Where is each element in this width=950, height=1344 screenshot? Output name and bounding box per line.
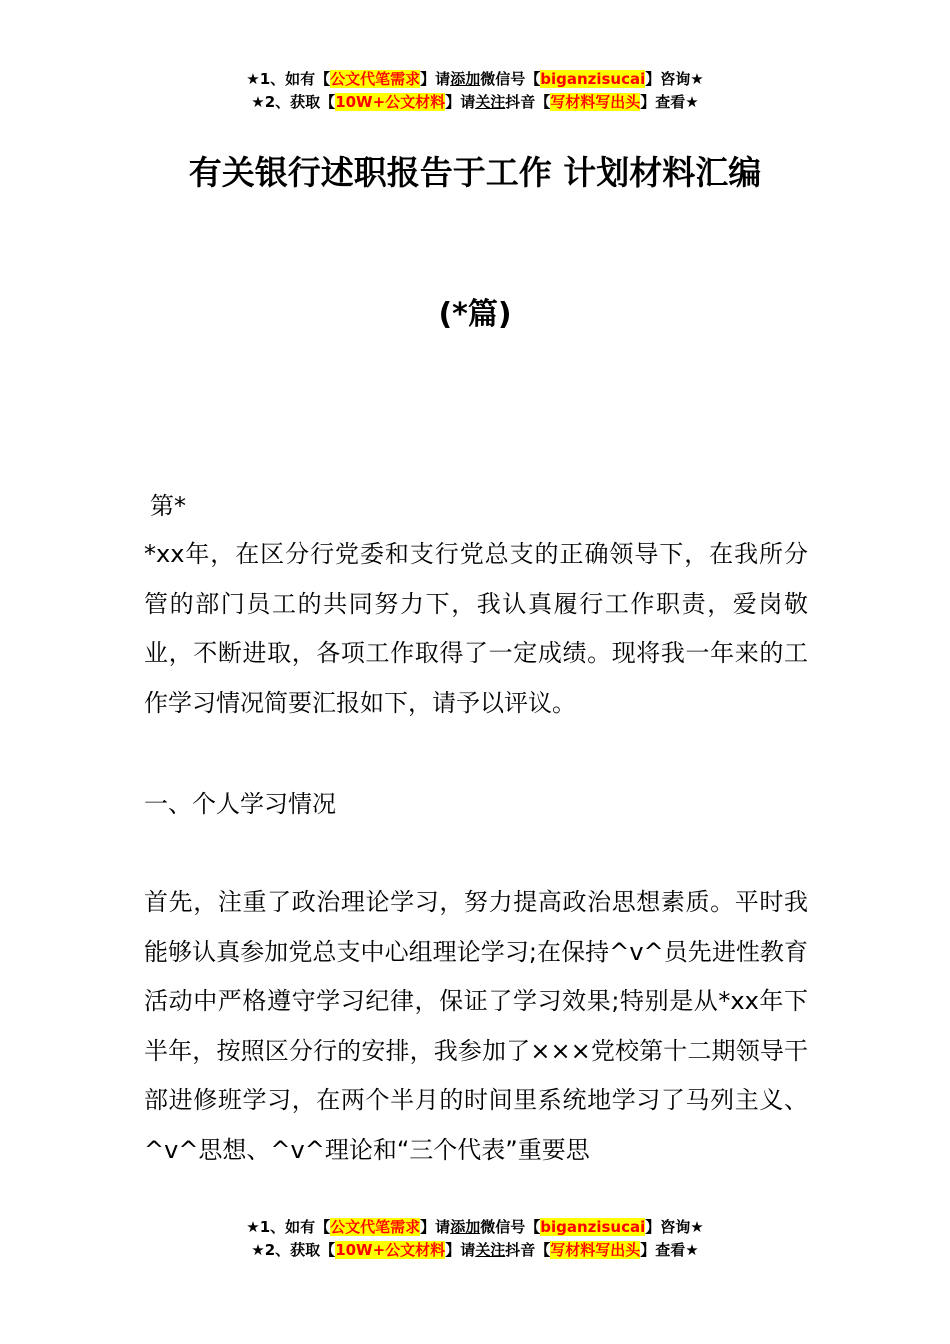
footer-promo-line-1-suffix: 】咨询★: [645, 1218, 704, 1236]
footer-promo-line-1-text: 】请: [420, 1218, 451, 1236]
promo-line-1-prefix: ★1、如有【: [246, 70, 331, 88]
footer-promo-highlight-wechat-id: biganzisucai: [540, 1218, 646, 1236]
footer-promo-highlight-service: 公文代笔需求: [330, 1218, 421, 1236]
promo-line-1-text-2: 微信号【: [480, 70, 541, 88]
study-paragraph: 首先，注重了政治理论学习，努力提高政治思想素质。平时我能够认真参加党总支中心组理论学习;在保持^v^员先进性教育活动中严格遵守学习纪律，保证了学习效果;特别是从*xx年下半年，按照区分行的安排，我参加了×××党校第十二期领导干部进修班学习，在两个半月的时间里系统地学习了马列主义、^v^思想、^v^理论和“三个代表”重要思: [144, 888, 808, 1164]
section-heading-personal-study: 一、个人学习情况: [144, 790, 336, 818]
promo-underline-follow: 关注: [475, 93, 506, 111]
footer-promo-underline-follow: 关注: [475, 1241, 506, 1259]
footer-promo-line-1-prefix: ★1、如有【: [246, 1218, 331, 1236]
promo-line-2-text: 】请: [445, 93, 476, 111]
footer-promo-line-2-text-2: 抖音【: [505, 1241, 551, 1259]
footer-promo-highlight-materials: 10W+公文材料: [335, 1241, 446, 1259]
footer-promo-highlight-douyin-account: 写材料写出头: [550, 1241, 641, 1259]
footer-promo-line-2-suffix: 】查看★: [640, 1241, 699, 1259]
footer-promo-line-2-prefix: ★2、获取【: [251, 1241, 336, 1259]
promo-line-2: [0, 91, 950, 114]
promo-line-2-suffix: 】查看★: [640, 93, 699, 111]
document-subtitle: (*篇): [438, 297, 512, 332]
footer-promo-line-1-text-2: 微信号【: [480, 1218, 541, 1236]
promo-highlight-douyin-account: 写材料写出头: [550, 93, 641, 111]
footer-promo-line-1: [0, 1216, 950, 1239]
promo-line-2-text-2: 抖音【: [505, 93, 551, 111]
footer-promo-line-2-text: 】请: [445, 1241, 476, 1259]
promo-highlight-service: 公文代笔需求: [330, 70, 421, 88]
promo-underline-add: 添加: [450, 70, 481, 88]
footer-promo-banner: [0, 1216, 950, 1262]
promo-line-1-text: 】请: [420, 70, 451, 88]
document-title: 有关银行述职报告于工作 计划材料汇编: [188, 153, 762, 192]
footer-promo-underline-add: 添加: [450, 1218, 481, 1236]
promo-highlight-materials: 10W+公文材料: [335, 93, 446, 111]
chapter-label: 第*: [150, 492, 186, 520]
intro-paragraph: *xx年，在区分行党委和支行党总支的正确领导下，在我所分管的部门员工的共同努力下，我认真履行工作职责，爱岗敬业，不断进取，各项工作取得了一定成绩。现将我一年来的工作学习情况简要汇报如下，请予以评议。: [144, 540, 808, 717]
promo-line-1: [0, 68, 950, 91]
header-promo-banner: [0, 68, 950, 114]
promo-line-2-prefix: ★2、获取【: [251, 93, 336, 111]
promo-line-1-suffix: 】咨询★: [645, 70, 704, 88]
footer-promo-line-2: [0, 1239, 950, 1262]
promo-highlight-wechat-id: biganzisucai: [540, 70, 646, 88]
